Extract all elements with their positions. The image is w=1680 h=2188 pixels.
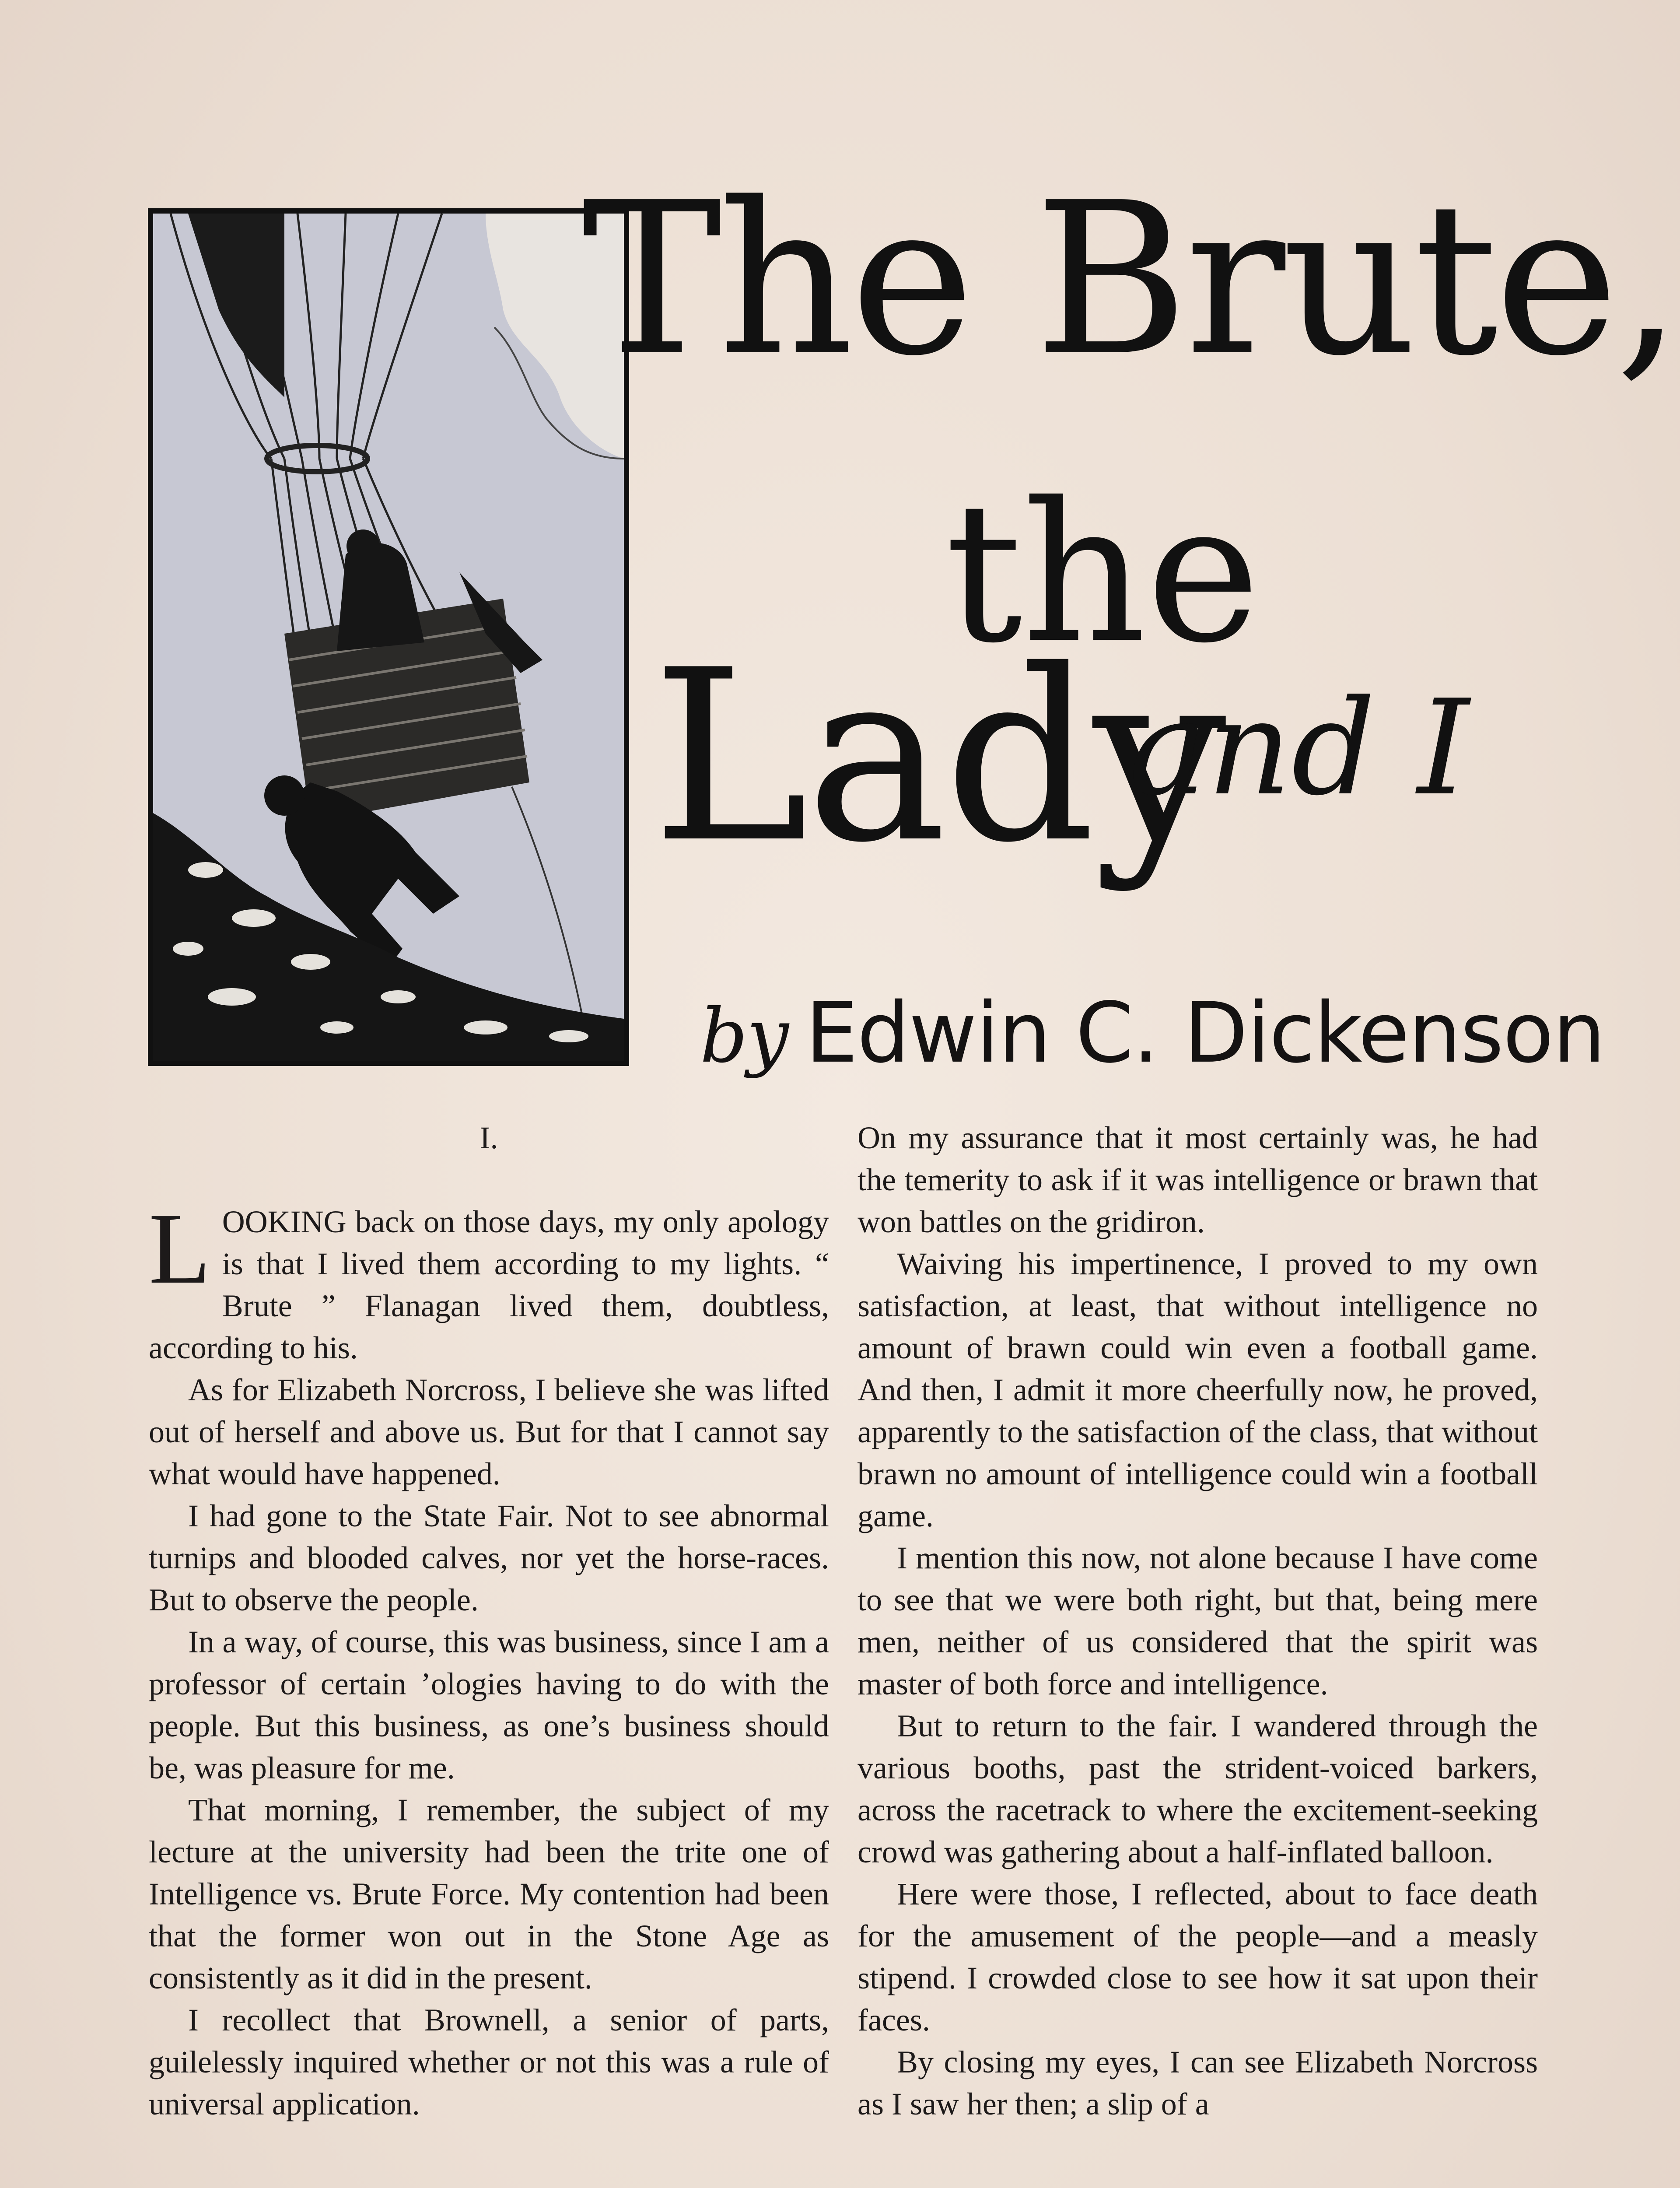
title-line-3: Lady [652,620,1224,894]
paragraph: I recollect that Brownell, a senior of parts, guilelessly inquired whether or not this was a rule of universal application. [149,2002,829,2121]
balloon-scene-image [153,214,624,1061]
paragraph: But to return to the fair. I wandered through the various booths, past the strident-voiced barkers, across the racetrack to where the excitement-seeking crowd was gathering about a half-inflated balloon. [858,1708,1538,1869]
byline-by: by [700,993,788,1080]
drop-cap: L [149,1192,211,1305]
paragraph: On my assurance that it most certainly was, he had the temerity to ask if it was intelligence or brawn that won battles on the gridiron. [858,1120,1538,1239]
byline [700,985,1605,1081]
left-column [149,1117,829,2125]
title-line-2: the [945,461,1260,685]
paragraph: By closing my eyes, I can see Elizabeth Norcross as I saw her then; a slip of a [858,2044,1538,2121]
paragraph: In a way, of course, this was business, since I am a professor of certain ’ologies having to do with the people. But this business, as one’s business should be, was pleasure for me. [149,1624,829,1785]
byline-author: Edwin C. Dickenson [805,985,1605,1081]
paragraph [149,1192,829,1369]
paragraph: Waiving his impertinence, I proved to my own satisfaction, at least, that without intelligence no amount of brawn could win even a football game. And then, I admit it more cheerfully now, he proved, apparently to the satisfaction of the class, that without brawn no amount of intelligence could win a football game. [858,1246,1538,1533]
right-column [858,1117,1538,2125]
paragraph: I mention this now, not alone because I have come to see that we were both right, but that, being mere men, neither of us considered that the spirit was master of both force and intelligence. [858,1540,1538,1701]
paragraph: Here were those, I reflected, about to face death for the amusement of the people—and a measly stipend. I crowded close to see how it sat upon their faces. [858,1876,1538,2037]
paragraph: As for Elizabeth Norcross, I believe she was lifted out of herself and above us. But for that I cannot say what would have happened. [149,1372,829,1491]
balloon-illustration [148,208,629,1066]
paragraph-text: OOKING back on those days, my only apology is that I lived them according to my lights. “ Brute ” Flanagan lived them, doubtless, according to his. [149,1204,829,1365]
paragraph: That morning, I remember, the subject of my lecture at the university had been the trite one of Intelligence vs. Brute Force. My contention had been that the former won out in the Stone Age as consistently as it did in the present. [149,1792,829,1995]
paragraph: I had gone to the State Fair. Not to see abnormal turnips and blooded calves, nor yet the horse-races. But to observe the people. [149,1498,829,1617]
title-line-4: and I [1129,672,1469,824]
title-line-1: The Brute, [582,158,1679,402]
section-number: I. [480,1120,498,1155]
